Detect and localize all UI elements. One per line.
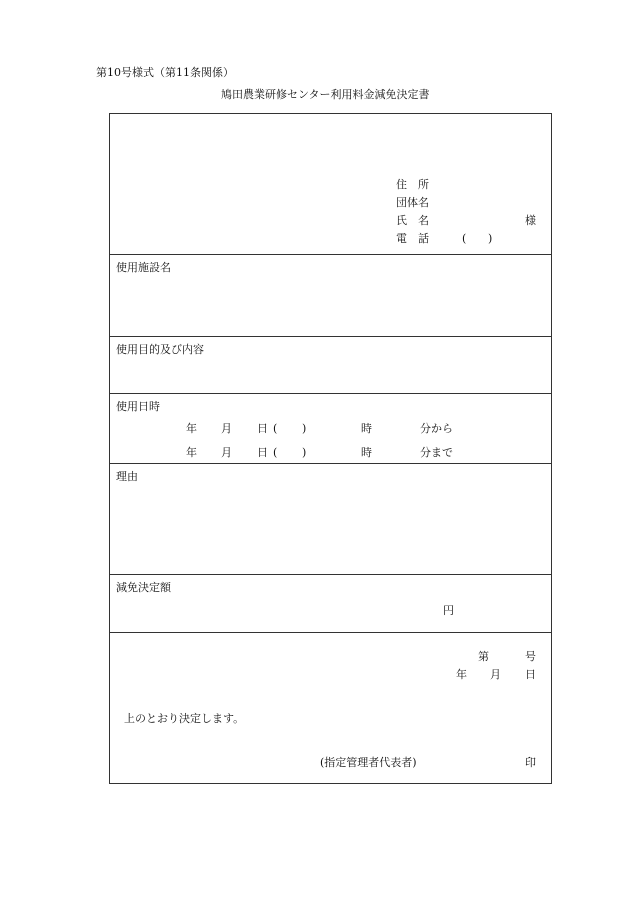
decision-no-suffix: 号 xyxy=(525,650,536,663)
row-divider xyxy=(109,463,552,464)
document-title: 鳩田農業研修センター利用料金減免決定書 xyxy=(221,88,430,101)
end-year: 年 xyxy=(186,446,197,459)
end-minute-to: 分まで xyxy=(420,446,453,459)
row-divider xyxy=(109,574,552,575)
signer-label: (指定管理者代表者) xyxy=(320,756,417,769)
decision-statement: 上のとおり決定します。 xyxy=(124,712,245,725)
form-number: 第10号様式（第11条関係） xyxy=(96,66,234,79)
decision-no-prefix: 第 xyxy=(478,650,489,663)
address-label: 住 所 xyxy=(396,178,429,191)
end-month: 月 xyxy=(221,446,232,459)
datetime-label: 使用日時 xyxy=(116,400,160,413)
start-minute-from: 分から xyxy=(420,422,453,435)
honorific: 様 xyxy=(525,214,536,227)
end-hour: 時 xyxy=(361,446,372,459)
name-label: 氏 名 xyxy=(396,214,429,227)
phone-paren-close: ) xyxy=(488,232,493,245)
end-weekday-open: ( xyxy=(273,446,278,459)
start-month: 月 xyxy=(221,422,232,435)
phone-paren-open: ( xyxy=(462,232,467,245)
phone-label: 電 話 xyxy=(396,232,429,245)
amount-label: 減免決定額 xyxy=(116,581,171,594)
reason-label: 理由 xyxy=(116,470,138,483)
start-day: 日 xyxy=(257,422,268,435)
row-divider xyxy=(109,632,552,633)
start-weekday-open: ( xyxy=(273,422,278,435)
decision-year: 年 xyxy=(456,668,467,681)
amount-unit: 円 xyxy=(443,604,454,617)
facility-label: 使用施設名 xyxy=(116,261,171,274)
start-year: 年 xyxy=(186,422,197,435)
row-divider xyxy=(109,254,552,255)
form-table xyxy=(109,113,552,784)
seal-mark: 印 xyxy=(525,756,536,769)
start-hour: 時 xyxy=(361,422,372,435)
start-weekday-close: ) xyxy=(302,422,307,435)
group-name-label: 団体名 xyxy=(396,196,429,209)
purpose-label: 使用目的及び内容 xyxy=(116,343,204,356)
end-weekday-close: ) xyxy=(302,446,307,459)
row-divider xyxy=(109,336,552,337)
end-day: 日 xyxy=(257,446,268,459)
decision-day: 日 xyxy=(525,668,536,681)
row-divider xyxy=(109,393,552,394)
decision-month: 月 xyxy=(490,668,501,681)
